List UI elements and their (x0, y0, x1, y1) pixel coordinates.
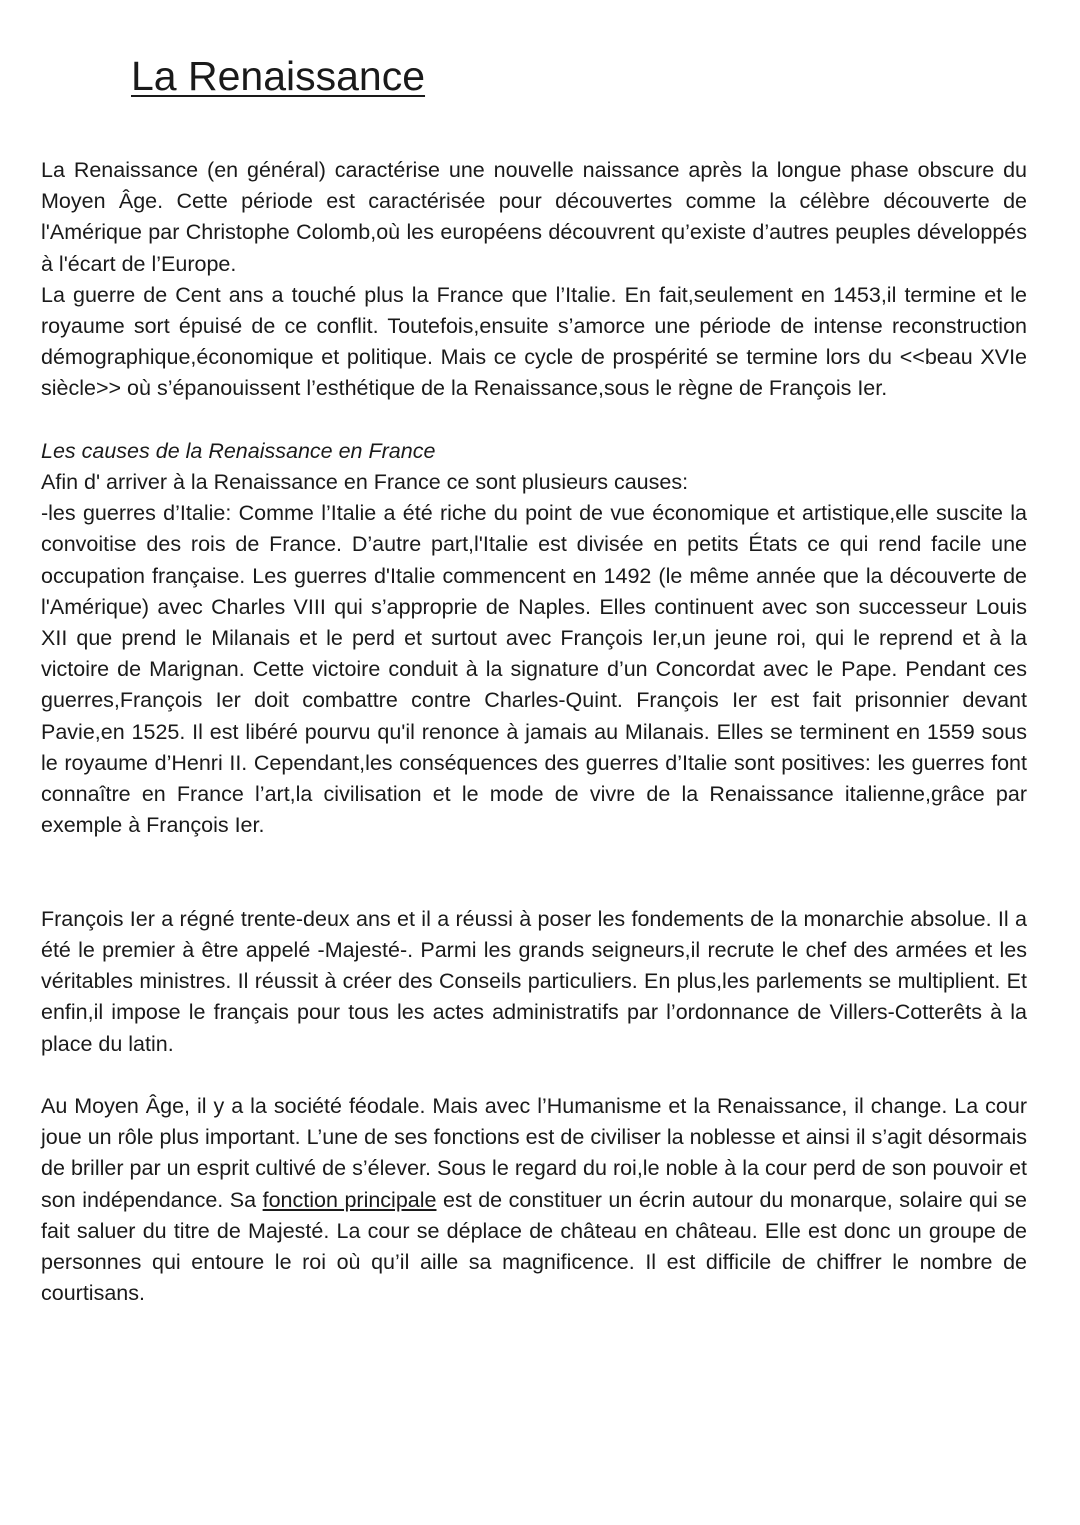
cour-text-after: est de constituer un écrin autour du monarque, solaire qui se fait saluer du titre de Majesté. La cour se déplace de château en château. Elle est donc un groupe de personnes qui entoure le roi où qu’il aille sa magnificence. Il est difficile de chiffrer le nombre de courtisans. (41, 1187, 1027, 1306)
underlined-phrase: fonction principale (262, 1187, 437, 1212)
intro-paragraph-2: La guerre de Cent ans a touché plus la France que l’Italie. En fait,seulement en 1453,il termine et le royaume sort épuisé de ce conflit. Toutefois,ensuite s’amorce une période de intense reconstruction démographique,économique et politique. Mais ce cycle de prospérité se termine lors du <<beau XVIe siècle>> où s’épanouissent l’esthétique de la Renaissance,sous le règne de François Ier. (41, 282, 1027, 401)
paragraph-spacer (41, 841, 1027, 903)
document-body (41, 155, 1027, 1309)
paragraph-spacer (41, 1060, 1027, 1091)
paragraph-spacer (41, 405, 1027, 436)
causes-intro: Afin d' arriver à la Renaissance en France ce sont plusieurs causes: (41, 470, 689, 495)
francois-paragraph: François Ier a régné trente-deux ans et il a réussi à poser les fondements de la monarchie absolue. Il a été le premier à être appelé -Majesté-. Parmi les grands seigneurs,il recrute le chef des armées et les véritables ministres. Il réussit à créer des Conseils particuliers. En plus,les parlements se multiplient. Et enfin,il impose le français pour tous les actes administratifs par l’ordonnance de Villers-Cotterêts à la place du latin. (41, 906, 1027, 1056)
cour-text-before: Au Moyen Âge, il y a la société féodale. Mais avec l’Humanisme et la Renaissance, il change. La cour joue un rôle plus important. L’une de ses fonctions est de civiliser la noblesse et ainsi il s’agit désormais de briller par un esprit cultivé de s’élever. Sous le regard du roi,le noble à la cour perd de son pouvoir et son indépendance. Sa (41, 1094, 1027, 1212)
section-heading-causes: Les causes de la Renaissance en France (41, 438, 436, 463)
cour-paragraph (41, 1091, 1027, 1309)
causes-paragraph-guerres-italie: -les guerres d’Italie: Comme l’Italie a été riche du point de vue économique et artistique,elle suscite la convoitise des rois de France. D’autre part,l'Italie est divisée en petits États ce qui rend facile une occupation française. Les guerres d'Italie commencent en 1492 (le même année que la découverte de l'Amérique) avec Charles VIII qui s’approprie de Naples. Elles continuent avec son successeur Louis XII que prend le Milanais et le perd et surtout avec François Ier,un jeune roi, qui le reprend et à la victoire de Marignan. Cette victoire conduit à la signature d’un Concordat avec le Pape. Pendant ces guerres,François Ier doit combattre contre Charles-Quint. François Ier est fait prisonnier devant Pavie,en 1525. Il est libéré pourvu qu'il renonce à jamais au Milanais. Elles se terminent en 1559 sous le royaume d’Henri II. Cependant,les conséquences des guerres d’Italie sont positives: les guerres font connaître en France l’art,la civilisation et le mode de vivre de la Renaissance italienne,grâce par exemple à François Ier. (41, 501, 1027, 838)
intro-paragraph-1: La Renaissance (en général) caractérise une nouvelle naissance après la longue phase obscure du Moyen Âge. Cette période est caractérisée pour découvertes comme la célèbre découverte de l'Amérique par Christophe Colomb,où les européens découvrent qu’existe d’autres peuples développés à l'écart de l’Europe. (41, 158, 1027, 276)
document-title: La Renaissance (131, 53, 426, 99)
